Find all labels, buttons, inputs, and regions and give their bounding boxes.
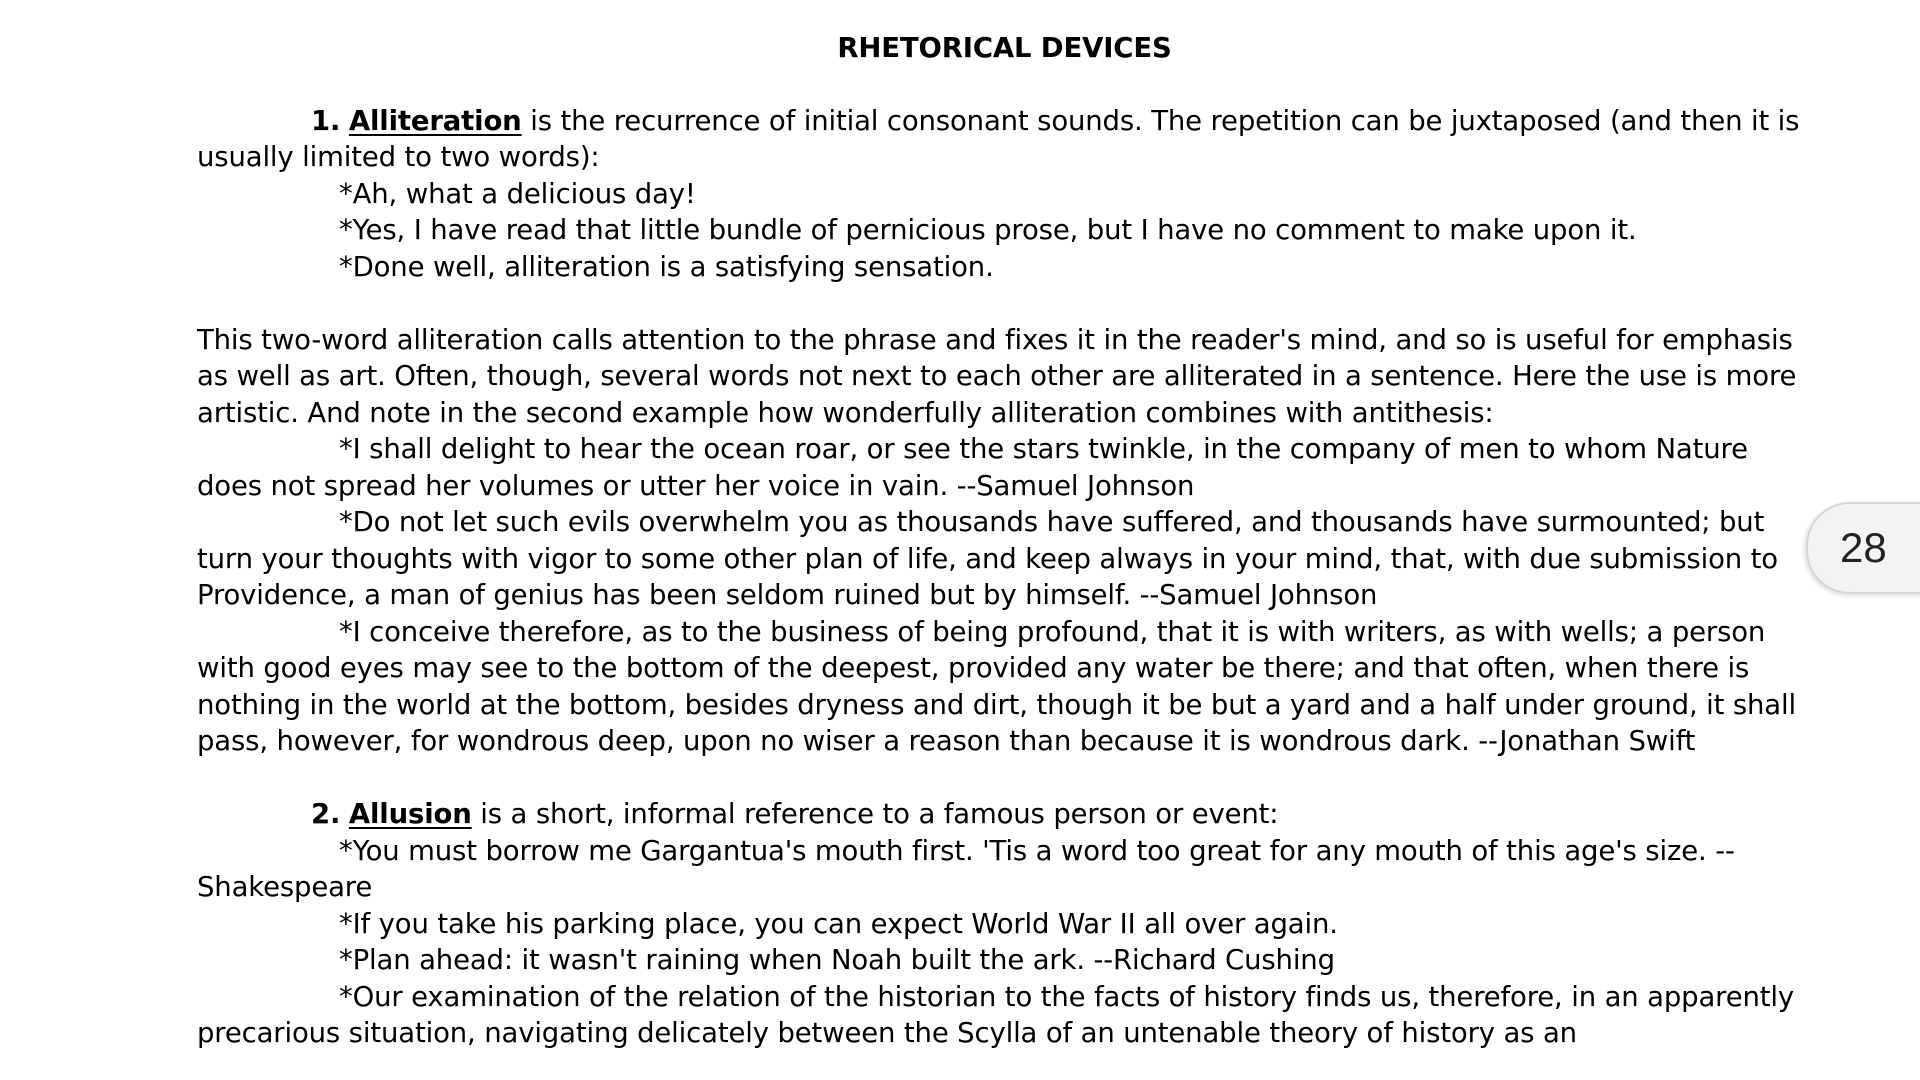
quotation: *Do not let such evils overwhelm you as thousands have suffered, and thousands have surmounted; but turn your thoughts with vigor to some other plan of life, and keep always in your mind, that, with due submission to Providence, a man of genius has been seldom ruined but by himself. --Samuel Johnson [197, 506, 1778, 611]
quotation: *I conceive therefore, as to the business of being profound, that it is with writers, as with wells; a person with good eyes may see to the bottom of the deepest, provided any water be there; and that often, when there is nothing in the world at the bottom, besides dryness and dirt, though it be but a yard and a half under ground, it shall pass, however, for wondrous deep, upon no wiser a reason than because it is wondrous dark. --Jonathan Swift [197, 615, 1796, 757]
document-page [197, 30, 1802, 1052]
document-title: RHETORICAL DEVICES [837, 32, 1172, 64]
section-number: 1. [311, 104, 341, 137]
section-alliteration-heading [197, 103, 1802, 176]
definition-text: is a short, informal reference to a famous person or event: [471, 798, 1279, 830]
definition-text: is the recurrence of initial consonant sounds. The repetition can be juxtaposed (and then it is usually limited to two words): [197, 104, 1800, 173]
page-number: 28 [1840, 524, 1887, 571]
blank-line [197, 760, 1802, 797]
example: *Yes, I have read that little bundle of pernicious prose, but I have no comment to make upon it. [339, 214, 1637, 246]
blank-line [197, 285, 1802, 322]
example: *Done well, alliteration is a satisfying sensation. [339, 250, 994, 283]
commentary-paragraph: This two-word alliteration calls attention to the phrase and fixes it in the reader's mind, and so is useful for emphasis as well as art. Often, though, several words not next to each other are alliterated in a sentence. Here the use is more artistic. And note in the second example how wonderfully alliteration combines with antithesis: [197, 323, 1797, 429]
term-alliteration: Alliteration [348, 104, 522, 137]
example: *If you take his parking place, you can expect World War II all over again. [339, 907, 1338, 940]
section-allusion-heading [197, 796, 1802, 833]
page-number-tab[interactable] [1806, 502, 1920, 594]
example: *Ah, what a delicious day! [339, 177, 696, 210]
example: *Plan ahead: it wasn't raining when Noah built the ark. --Richard Cushing [339, 944, 1335, 976]
example: *You must borrow me Gargantua's mouth first. 'Tis a word too great for any mouth of this age's size. --Shakespeare [197, 834, 1735, 903]
quotation: *I shall delight to hear the ocean roar, or see the stars twinkle, in the company of men to whom Nature does not spread her volumes or utter her voice in vain. --Samuel Johnson [197, 433, 1748, 502]
section-number: 2. [311, 798, 341, 830]
term-allusion: Allusion [348, 798, 472, 830]
example: *Our examination of the relation of the historian to the facts of history finds us, therefore, in an apparently precarious situation, navigating delicately between the Scylla of an untenable theory of history as an [197, 980, 1795, 1049]
